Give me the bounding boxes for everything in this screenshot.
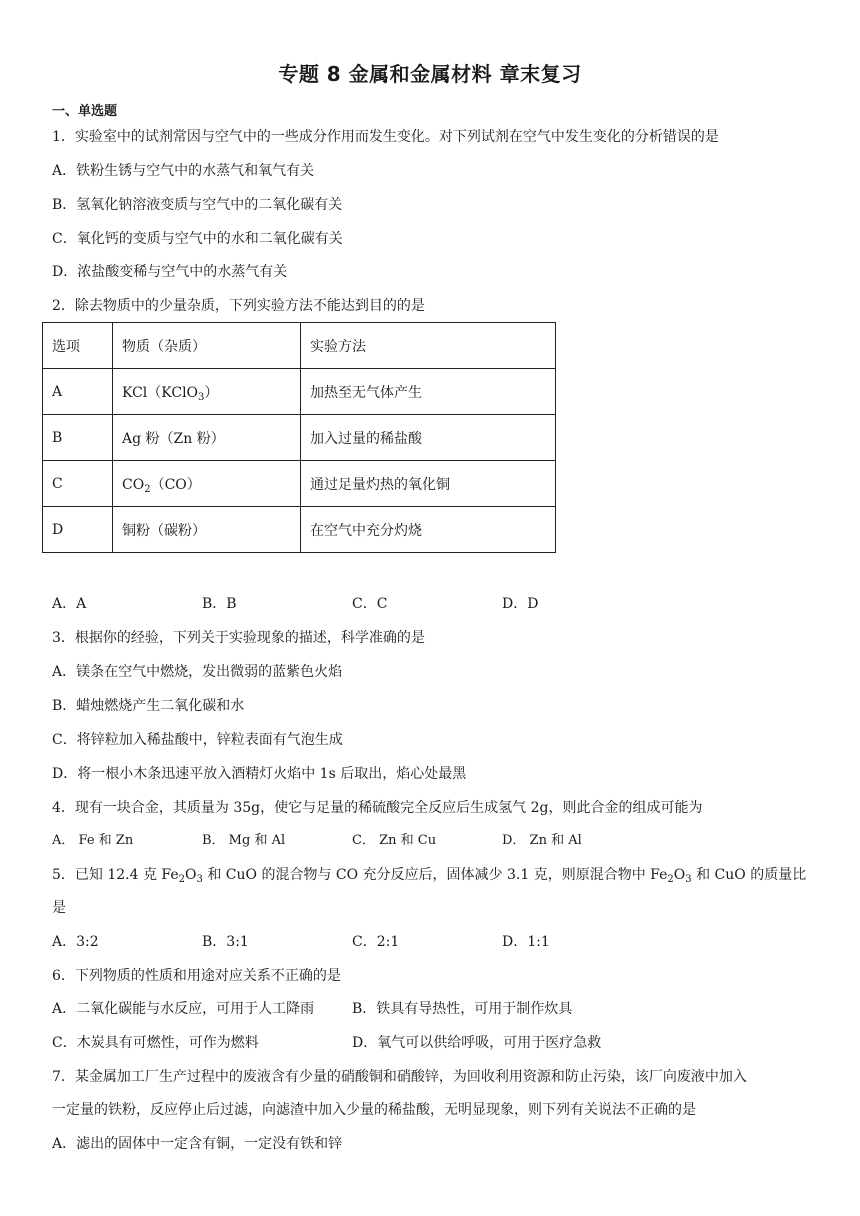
q2-option-d[interactable]: D．D (502, 596, 539, 612)
q2-option-b[interactable]: B．B (202, 596, 237, 612)
q6-option-b[interactable]: B．铁具有导热性，可用于制作炊具 (352, 1001, 573, 1017)
q3-option-a[interactable]: A．镁条在空气中燃烧，发出微弱的蓝紫色火焰 (52, 664, 343, 680)
table-cell-method: 通过足量灼热的氧化铜 (301, 461, 556, 507)
table-cell-option: C (43, 461, 113, 507)
q5-option-c[interactable]: C．2:1 (352, 934, 400, 950)
q5-stem-continued: 是 (52, 900, 66, 916)
q2-table (42, 322, 556, 553)
table-header-cell: 物质（杂质） (113, 323, 301, 369)
table-cell-method: 在空气中充分灼烧 (301, 507, 556, 553)
table-row (43, 415, 556, 461)
q1-option-c[interactable]: C．氧化钙的变质与空气中的水和二氧化碳有关 (52, 231, 343, 247)
table-cell-substance: KCl（KClO$_3$） (113, 369, 301, 415)
table-header-row (43, 323, 556, 369)
q1-stem: 1．实验室中的试剂常因与空气中的一些成分作用而发生变化。对下列试剂在空气中发生变化的分析错误的是 (52, 129, 719, 145)
table-row (43, 369, 556, 415)
q3-option-d[interactable]: D．将一根小木条迅速平放入酒精灯火焰中 1s 后取出，焰心处最黑 (52, 766, 467, 782)
q4-option-a[interactable]: A． Fe 和 Zn (52, 833, 134, 848)
q1-option-d[interactable]: D．浓盐酸变稀与空气中的水蒸气有关 (52, 264, 288, 280)
table-cell-method: 加热至无气体产生 (301, 369, 556, 415)
q3-option-b[interactable]: B．蜡烛燃烧产生二氧化碳和水 (52, 698, 245, 714)
q5-option-b[interactable]: B．3:1 (202, 934, 249, 950)
q5-option-a[interactable]: A．3:2 (52, 934, 99, 950)
q6-option-d[interactable]: D．氧气可以供给呼吸，可用于医疗急救 (352, 1035, 602, 1051)
table-cell-substance: $CO_2(CO)$ (113, 461, 301, 507)
table-row (43, 507, 556, 553)
q2-option-a[interactable]: A．A (52, 596, 87, 612)
q6-stem: 6．下列物质的性质和用途对应关系不正确的是 (52, 968, 341, 984)
table-cell-option: D (43, 507, 113, 553)
q3-option-c[interactable]: C．将锌粒加入稀盐酸中，锌粒表面有气泡生成 (52, 732, 343, 748)
q1-option-b[interactable]: B．氢氧化钠溶液变质与空气中的二氧化碳有关 (52, 197, 343, 213)
q6-option-c[interactable]: C．木炭具有可燃性，可作为燃料 (52, 1035, 259, 1051)
table-row (43, 461, 556, 507)
q1-option-a[interactable]: A．铁粉生锈与空气中的水蒸气和氧气有关 (52, 163, 315, 179)
q7-option-a[interactable]: A．滤出的固体中一定含有铜，一定没有铁和锌 (52, 1136, 343, 1152)
q4-stem: 4．现有一块合金，其质量为 35g，使它与足量的稀硫酸完全反应后生成氢气 2g，则此合金的组成可能为 (52, 800, 703, 816)
q4-option-b[interactable]: B． Mg 和 Al (202, 833, 286, 848)
q6-option-a[interactable]: A．二氧化碳能与水反应，可用于人工降雨 (52, 1001, 315, 1017)
table-cell-substance: Ag 粉（Zn 粉） (113, 415, 301, 461)
section-heading: 一、单选题 (52, 104, 118, 119)
q7-stem-continued: 一定量的铁粉，反应停止后过滤，向滤渣中加入少量的稀盐酸，无明显现象，则下列有关说法不正确的是 (52, 1102, 696, 1118)
q5-stem: 5．已知 12.4 克 $Fe_2O_3$ 和 CuO 的混合物与 CO 充分反应后，固体减少 3.1 克，则原混合物中 $Fe_2O_3$ 和 CuO 的质量比 (52, 867, 807, 885)
table-cell-substance: 铜粉（碳粉） (113, 507, 301, 553)
q4-option-d[interactable]: D． Zn 和 Al (502, 833, 582, 848)
q5-option-d[interactable]: D．1:1 (502, 934, 550, 950)
table-cell-option: A (43, 369, 113, 415)
table-header-cell: 选项 (43, 323, 113, 369)
table-cell-method: 加入过量的稀盐酸 (301, 415, 556, 461)
table-cell-option: B (43, 415, 113, 461)
q7-stem: 7．某金属加工厂生产过程中的废液含有少量的硝酸铜和硝酸锌，为回收利用资源和防止污染，该厂向废液中加入 (52, 1069, 747, 1085)
q4-option-c[interactable]: C． Zn 和 Cu (352, 833, 437, 848)
page-title: 专题 8 金属和金属材料 章末复习 (278, 62, 582, 86)
q3-stem: 3．根据你的经验，下列关于实验现象的描述，科学准确的是 (52, 630, 425, 646)
q2-option-c[interactable]: C．C (352, 596, 388, 612)
q2-stem: 2．除去物质中的少量杂质，下列实验方法不能达到目的的是 (52, 298, 425, 314)
table-header-cell: 实验方法 (301, 323, 556, 369)
